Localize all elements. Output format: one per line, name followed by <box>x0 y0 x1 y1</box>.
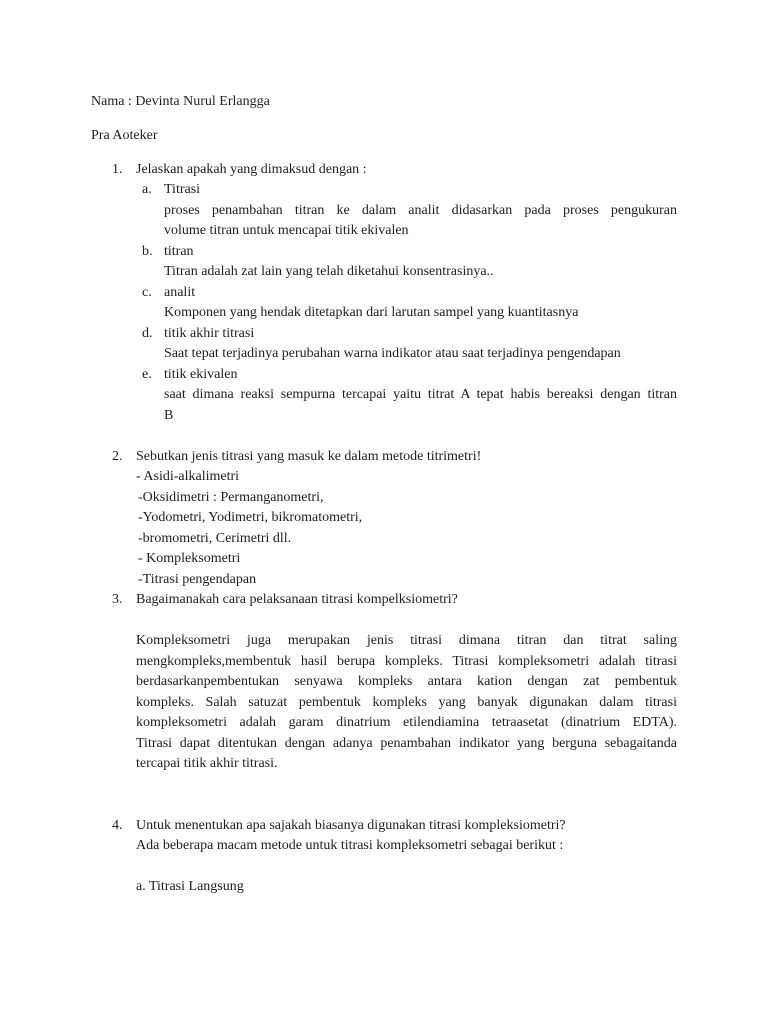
q1-item-a-def-line1: proses penambahan titran ke dalam analit didasarkan pada proses pengukuran <box>164 203 677 218</box>
q2-answer-4: -bromometri, Cerimetri dll. <box>138 531 292 546</box>
q1-item-d-letter: d. <box>142 326 153 341</box>
q1-item-b-def: Titran adalah zat lain yang telah diketahui konsentrasinya.. <box>164 264 494 279</box>
q1-item-a-letter: a. <box>142 182 152 197</box>
q1-item-a-term: Titrasi <box>164 182 201 197</box>
q1-item-e-def-line2: B <box>164 408 174 423</box>
q1-item-d-def: Saat tepat terjadinya perubahan warna indikator atau saat terjadinya pengendapan <box>164 346 621 361</box>
q1-item-b-letter: b. <box>142 244 153 259</box>
q3-paragraph-line7: tercapai titik akhir titrasi. <box>136 756 278 771</box>
author-name: Nama : Devinta Nurul Erlangga <box>91 94 270 109</box>
q1-item-e-term: titik ekivalen <box>164 367 238 382</box>
q1-item-e-def-line1: saat dimana reaksi sempurna tercapai yaitu titrat A tepat habis bereaksi dengan titran <box>164 387 677 402</box>
q1-item-a-def-line2: volume titran untuk mencapai titik ekivalen <box>164 223 409 238</box>
q3-paragraph-line2: mengkompleks,membentuk hasil berupa kompleks. Titrasi kompleksometri adalah titrasi <box>136 654 677 669</box>
q1-item-d-term: titik akhir titrasi <box>164 326 255 341</box>
document-subtitle: Pra Aoteker <box>91 128 158 143</box>
q4-question: Untuk menentukan apa sajakah biasanya digunakan titrasi kompleksiometri? <box>136 818 566 833</box>
q4-intro: Ada beberapa macam metode untuk titrasi kompleksometri sebagai berikut : <box>136 838 564 853</box>
q2-number: 2. <box>112 449 123 464</box>
q2-answer-5: - Kompleksometri <box>138 551 241 566</box>
q1-item-c-term: analit <box>164 285 196 300</box>
q3-question: Bagaimanakah cara pelaksanaan titrasi kompelksiometri? <box>136 592 458 607</box>
q1-item-b-term: titran <box>164 244 194 259</box>
q3-paragraph-line4: kompleks. Salah satuzat pembentuk kompleks yang banyak digunakan dalam titrasi <box>136 695 677 710</box>
q3-number: 3. <box>112 592 123 607</box>
q2-answer-6: -Titrasi pengendapan <box>138 572 257 587</box>
q1-number: 1. <box>112 162 123 177</box>
q2-answer-3: -Yodometri, Yodimetri, bikromatometri, <box>138 510 363 525</box>
q4-subheading: a. Titrasi Langsung <box>136 879 244 894</box>
q1-item-c-def: Komponen yang hendak ditetapkan dari larutan sampel yang kuantitasnya <box>164 305 579 320</box>
q3-paragraph-line5: kompleksometri adalah garam dinatrium etilendiamina tetraasetat (dinatrium EDTA). <box>136 715 677 730</box>
q1-item-e-letter: e. <box>142 367 152 382</box>
q3-paragraph-line3: berdasarkanpembentukan senyawa kompleks antara kation dengan zat pembentuk <box>136 674 677 689</box>
q2-question: Sebutkan jenis titrasi yang masuk ke dalam metode titrimetri! <box>136 449 482 464</box>
q3-paragraph-line6: Titrasi dapat ditentukan dengan adanya penambahan indikator yang berguna sebagaitanda <box>136 736 677 751</box>
q2-answer-2: -Oksidimetri : Permanganometri, <box>138 490 324 505</box>
q4-number: 4. <box>112 818 123 833</box>
q1-question: Jelaskan apakah yang dimaksud dengan : <box>136 162 367 177</box>
q3-paragraph-line1: Kompleksometri juga merupakan jenis titrasi dimana titran dan titrat saling <box>136 633 677 648</box>
q1-item-c-letter: c. <box>142 285 152 300</box>
q2-answer-1: - Asidi-alkalimetri <box>136 469 240 484</box>
